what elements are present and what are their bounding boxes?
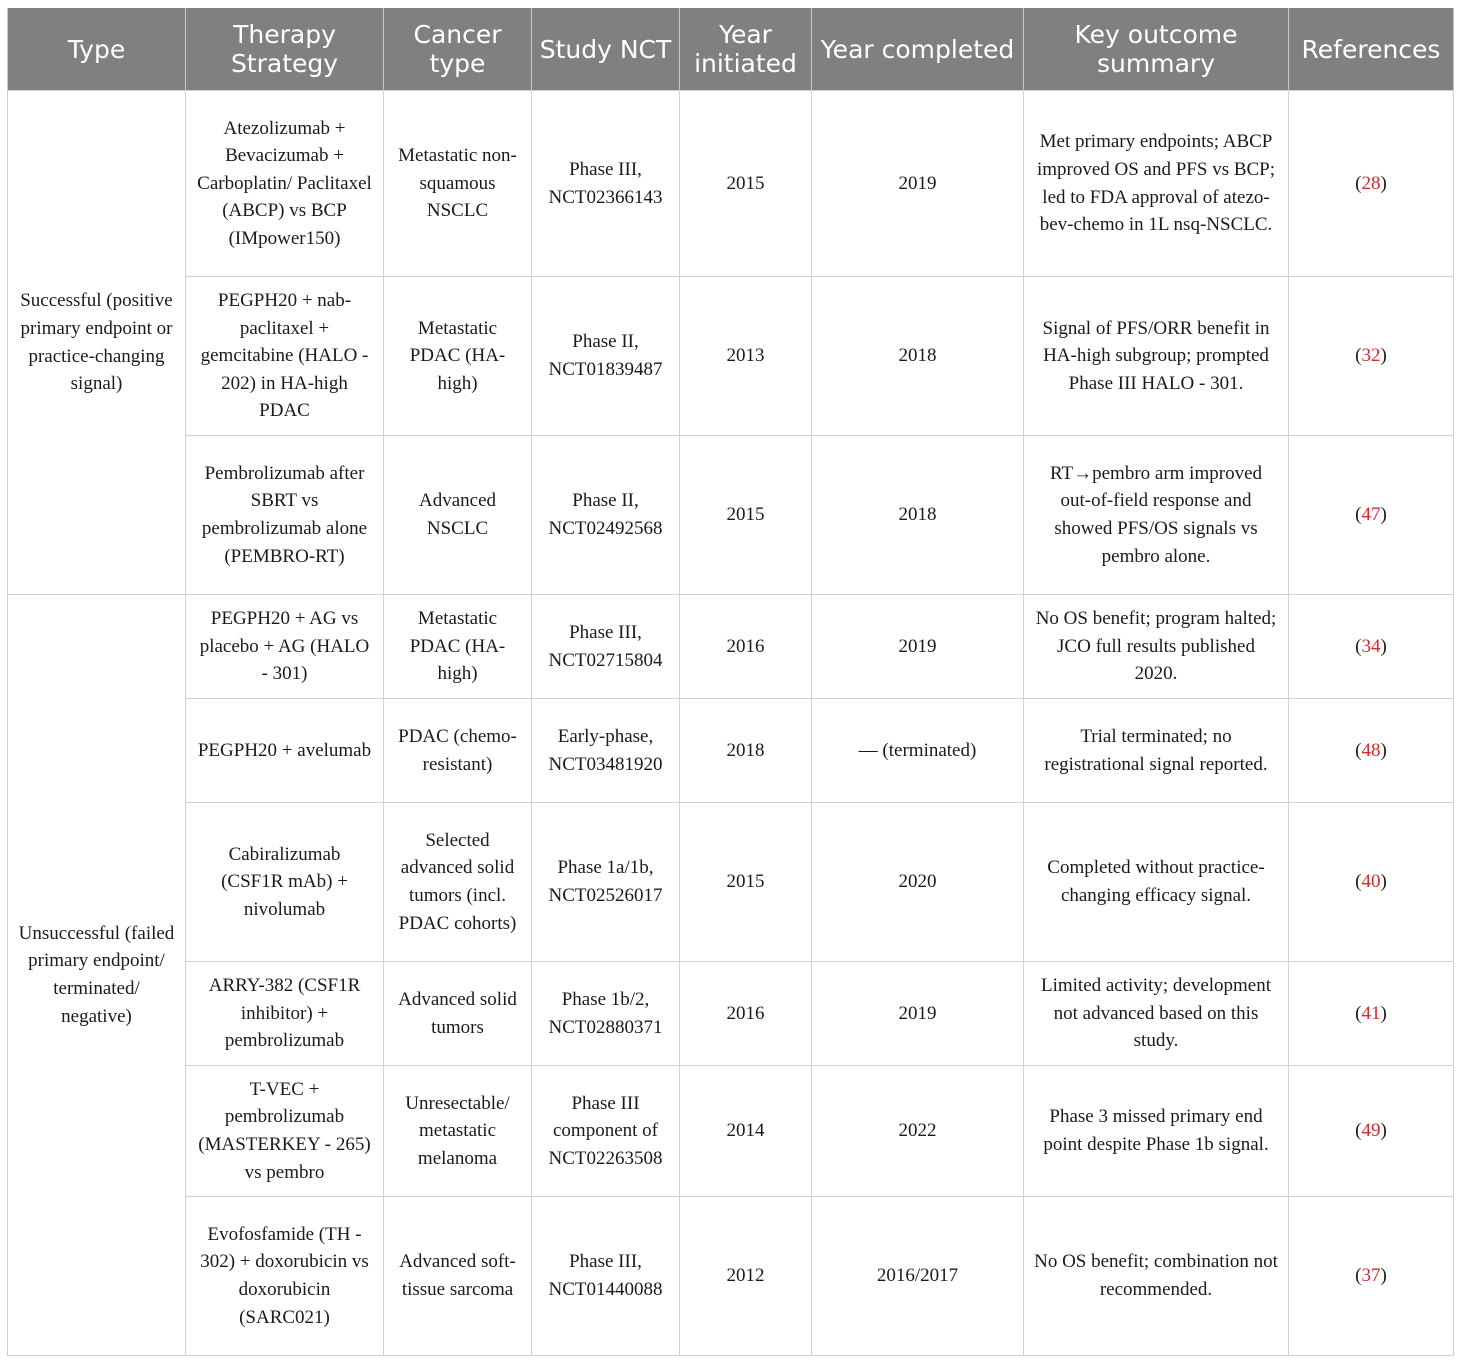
year-completed-cell: 2022 xyxy=(812,1066,1024,1197)
type-cell-unsuccessful: Unsuccessful (failed primary endpoint/ terminated/ negative) xyxy=(8,595,186,1356)
outcome-cell: No OS benefit; combination not recommended. xyxy=(1024,1197,1289,1356)
study-nct-cell: Phase III component of NCT02263508 xyxy=(532,1066,680,1197)
year-initiated-cell: 2015 xyxy=(680,803,812,962)
year-initiated-cell: 2016 xyxy=(680,962,812,1066)
cancer-type-cell: Advanced soft-tissue sarcoma xyxy=(384,1197,532,1356)
table-row xyxy=(8,962,1454,1066)
table-row xyxy=(8,595,1454,699)
reference-link[interactable]: 40 xyxy=(1361,871,1381,893)
table-body xyxy=(8,91,1454,1356)
study-nct-cell: Phase III, NCT01440088 xyxy=(532,1197,680,1356)
reference-link[interactable]: 49 xyxy=(1361,1120,1381,1142)
header-year-initiated: Year initiated xyxy=(680,8,812,91)
header-key-outcome-summary: Key outcome summary xyxy=(1024,8,1289,91)
table-row xyxy=(8,277,1454,436)
cancer-type-cell: Metastatic PDAC (HA-high) xyxy=(384,595,532,699)
header-therapy-strategy: Therapy Strategy xyxy=(186,8,384,91)
reference-cell: (40) xyxy=(1289,803,1454,962)
header-study-nct: Study NCT xyxy=(532,8,680,91)
year-completed-cell: 2018 xyxy=(812,436,1024,595)
therapy-cell: PEGPH20 + avelumab xyxy=(186,699,384,803)
year-completed-cell: 2018 xyxy=(812,277,1024,436)
reference-cell: (34) xyxy=(1289,595,1454,699)
clinical-trials-table xyxy=(7,8,1454,1356)
year-initiated-cell: 2012 xyxy=(680,1197,812,1356)
therapy-cell: ARRY-382 (CSF1R inhibitor) + pembrolizumab xyxy=(186,962,384,1066)
type-cell-successful: Successful (positive primary endpoint or practice-changing signal) xyxy=(8,91,186,595)
outcome-cell: Phase 3 missed primary end point despite Phase 1b signal. xyxy=(1024,1066,1289,1197)
study-nct-cell: Phase II, NCT01839487 xyxy=(532,277,680,436)
year-initiated-cell: 2018 xyxy=(680,699,812,803)
header-type: Type xyxy=(8,8,186,91)
reference-cell: (37) xyxy=(1289,1197,1454,1356)
outcome-cell: Met primary endpoints; ABCP improved OS and PFS vs BCP; led to FDA approval of atezo-bev-chemo in 1L nsq-NSCLC. xyxy=(1024,91,1289,277)
year-initiated-cell: 2015 xyxy=(680,436,812,595)
study-nct-cell: Phase 1a/1b, NCT02526017 xyxy=(532,803,680,962)
year-initiated-cell: 2015 xyxy=(680,91,812,277)
reference-cell: (49) xyxy=(1289,1066,1454,1197)
year-completed-cell: 2019 xyxy=(812,962,1024,1066)
cancer-type-cell: Advanced NSCLC xyxy=(384,436,532,595)
table-container xyxy=(7,8,1454,1356)
therapy-cell: Evofosfamide (TH - 302) + doxorubicin vs doxorubicin (SARC021) xyxy=(186,1197,384,1356)
header-cancer-type: Cancer type xyxy=(384,8,532,91)
table-row xyxy=(8,1066,1454,1197)
outcome-cell: Signal of PFS/ORR benefit in HA-high subgroup; prompted Phase III HALO - 301. xyxy=(1024,277,1289,436)
year-completed-cell: 2019 xyxy=(812,91,1024,277)
table-row xyxy=(8,803,1454,962)
year-completed-cell: — (terminated) xyxy=(812,699,1024,803)
table-row xyxy=(8,436,1454,595)
outcome-cell: RT→pembro arm improved out-of-field response and showed PFS/OS signals vs pembro alone. xyxy=(1024,436,1289,595)
study-nct-cell: Phase III, NCT02715804 xyxy=(532,595,680,699)
year-completed-cell: 2019 xyxy=(812,595,1024,699)
table-header xyxy=(8,8,1454,91)
reference-link[interactable]: 28 xyxy=(1361,172,1381,194)
reference-cell: (41) xyxy=(1289,962,1454,1066)
reference-link[interactable]: 32 xyxy=(1361,345,1381,367)
therapy-cell: Pembrolizumab after SBRT vs pembrolizumab alone (PEMBRO-RT) xyxy=(186,436,384,595)
outcome-cell: Trial terminated; no registrational signal reported. xyxy=(1024,699,1289,803)
study-nct-cell: Phase III, NCT02366143 xyxy=(532,91,680,277)
cancer-type-cell: Selected advanced solid tumors (incl. PDAC cohorts) xyxy=(384,803,532,962)
year-completed-cell: 2016/2017 xyxy=(812,1197,1024,1356)
therapy-cell: PEGPH20 + nab-paclitaxel + gemcitabine (HALO - 202) in HA-high PDAC xyxy=(186,277,384,436)
reference-cell: (47) xyxy=(1289,436,1454,595)
reference-link[interactable]: 37 xyxy=(1361,1265,1381,1287)
cancer-type-cell: Advanced solid tumors xyxy=(384,962,532,1066)
year-initiated-cell: 2016 xyxy=(680,595,812,699)
reference-link[interactable]: 48 xyxy=(1361,739,1381,761)
table-row xyxy=(8,699,1454,803)
reference-link[interactable]: 34 xyxy=(1361,635,1381,657)
reference-cell: (48) xyxy=(1289,699,1454,803)
reference-link[interactable]: 47 xyxy=(1361,504,1381,526)
therapy-cell: Cabiralizumab (CSF1R mAb) + nivolumab xyxy=(186,803,384,962)
cancer-type-cell: Unresectable/ metastatic melanoma xyxy=(384,1066,532,1197)
cancer-type-cell: Metastatic PDAC (HA-high) xyxy=(384,277,532,436)
study-nct-cell: Early-phase, NCT03481920 xyxy=(532,699,680,803)
therapy-cell: PEGPH20 + AG vs placebo + AG (HALO - 301) xyxy=(186,595,384,699)
reference-cell: (32) xyxy=(1289,277,1454,436)
header-references: References xyxy=(1289,8,1454,91)
reference-link[interactable]: 41 xyxy=(1361,1002,1381,1024)
table-row xyxy=(8,1197,1454,1356)
therapy-cell: T-VEC + pembrolizumab (MASTERKEY - 265) vs pembro xyxy=(186,1066,384,1197)
cancer-type-cell: PDAC (chemo-resistant) xyxy=(384,699,532,803)
year-initiated-cell: 2013 xyxy=(680,277,812,436)
reference-cell: (28) xyxy=(1289,91,1454,277)
cancer-type-cell: Metastatic non-squamous NSCLC xyxy=(384,91,532,277)
header-row xyxy=(8,8,1454,91)
study-nct-cell: Phase 1b/2, NCT02880371 xyxy=(532,962,680,1066)
year-completed-cell: 2020 xyxy=(812,803,1024,962)
year-initiated-cell: 2014 xyxy=(680,1066,812,1197)
table-row xyxy=(8,91,1454,277)
outcome-cell: Completed without practice-changing efficacy signal. xyxy=(1024,803,1289,962)
header-year-completed: Year completed xyxy=(812,8,1024,91)
outcome-cell: No OS benefit; program halted; JCO full results published 2020. xyxy=(1024,595,1289,699)
therapy-cell: Atezolizumab + Bevacizumab + Carboplatin/ Paclitaxel (ABCP) vs BCP (IMpower150) xyxy=(186,91,384,277)
study-nct-cell: Phase II, NCT02492568 xyxy=(532,436,680,595)
outcome-cell: Limited activity; development not advanced based on this study. xyxy=(1024,962,1289,1066)
